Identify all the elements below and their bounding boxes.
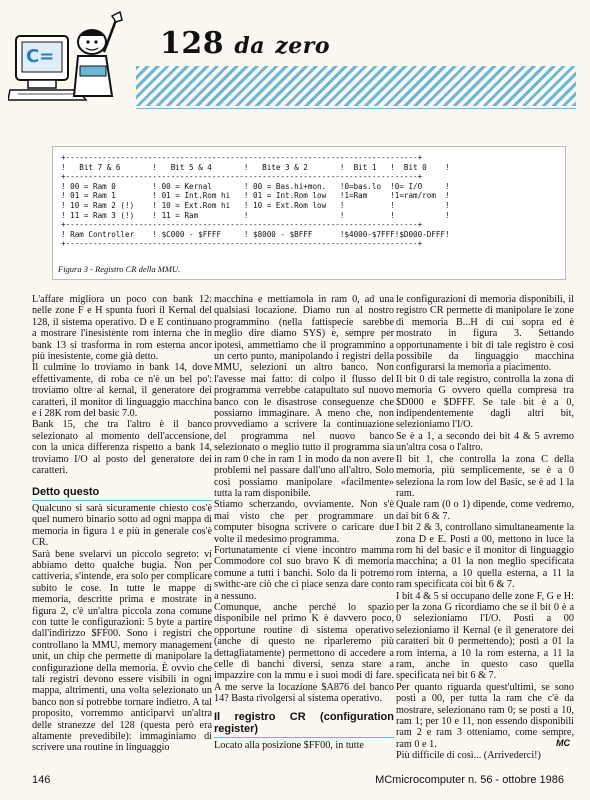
paragraph: macchina e mettiamola in ram 0, ad una qualsiasi locazione. Diamo run al nostro programmino (nella fattispecie sarebbe meglio dire diamo SYS) e, sempre per ipotesi, ammettiamo che il programmino a un certo punto, manipolando i registri della MMU, selezioni un altro banco. Non l'avesse mai fatto: di colpo il flusso del programma verrebbe catapultato sul nuovo banco con le disastrose conseguenze che possiamo immaginare. A meno che, non provvediamo a scrivere la continuazione del programma nel nuovo banco selezionato o meglio tutto il programma sia in ram 0 che in ram 1 in modo da non avere problemi nel passare dall'uno all'altro. Solo così possiamo manipolare «facilmente» tutta la ram disponibile. [214, 294, 394, 499]
text-column-3 [396, 294, 574, 762]
paragraph: I bit 4 & 5 si occupano delle zone F, G e H: per la zona G ricordiamo che se il bit 0 è a 0 selezioniamo l'I/O. Posti a 00 selezioniamo il Kernal (e il generatore dei caratteri bit 0 permettendo); posti a 01 la rom interna, a 10 la rom esterna, a 11 la ram, anche in questo caso quella specificata nei bit 6 & 7. [396, 590, 574, 682]
paragraph: Per quanto riguarda quest'ultimi, se sono posti a 00, per tutta la ram che c'è da mostrare, selezionano ram 0; se posti a 10, ram 1; per 10 e 11, non essendo disponibili ram 2 e ram 3 otteniamo, come sempre, ram 0 e 1. [396, 681, 574, 750]
paragraph: le configurazioni di memoria disponibili, il registro CR permette di manipolare le zone di memoria B...H di cui sopra ed è mostrato in figura 3. Settando opportunamente i bit di tale registro è così possibile da linguaggio macchina configurarsi la memoria a piacimento. [396, 294, 574, 374]
magazine-footer: MCmicrocomputer n. 56 - ottobre 1986 [375, 774, 564, 786]
paragraph: Locato alla posizione $FF00, in tutte [214, 739, 364, 751]
page-title [160, 26, 330, 61]
title-da: da [234, 33, 266, 59]
paragraph: Il bit 0 di tale registro, controlla la zona di memoria G ovvero quella compresa tra $D000 e $DFFF. Se tale bit è a 0, indipendentemente dagli altri bit, selezioniamo l'I/O. [396, 373, 574, 431]
paragraph: Comunque, anche perché lo spazio disponibile nel primo K è davvero poco, opportune routine di sistema operativo (anche di questo ne riparleremo più dettagliatamente) permettono di accedere a celle di banchi diversi, senza stare a impazzire con la mmu e i suoi modi di fare. A me serve la locazione $A876 del banco 14? Basta rivolgersi al sistema operativo. [214, 601, 394, 705]
paragraph: Sarà bene svelarvi un piccolo segreto: vi abbiamo detto qualche bugia. Non per cattiveria, s'intende, era solo per complicare subito le cose. In tutte le mappe di memoria, descritte prima e mostrate in figura 2, c'è un'altra piccola zona comune con tutte le configurazioni: 5 byte a partire dall'indirizzo $FF00. Sono i registri che controllano la MMU, memory management unit, un chip che permette di manipolare la configurazione della memoria. È ovvio che tali registri devono essere visibili in ogni mappa, altrimenti, una volta selezionato un banco non si potrebbe tornare indietro. A tal proposito, vorremmo anticiparvi un'altra delle stranezze del 128 (questa però era altamente prevedibile): immaginiamo di scrivere una routine in linguaggio [32, 548, 212, 754]
author-signature: MC [556, 738, 570, 748]
paragraph: Il bit 1, che controlla la zona C della memoria, più semplicemente, se è a 0 seleziona la rom low del Basic, se è ad 1 la ram. [396, 453, 574, 499]
paragraph: Se è a 1, a secondo dei bit 4 & 5 avremo un'altra cosa o l'altro. [396, 430, 574, 454]
paragraph: Qualcuno si sarà sicuramente chiesto cos'è quel numero binario sotto ad ogni mappa di memoria in figura 1 e più in generale cos'è CR. [32, 502, 212, 549]
title-zero: zero [275, 33, 331, 59]
paragraph: L'affare migliora un poco con bank 12: nelle zone F e H spunta fuori il Kernal del 128, il sistema operativo. D e E continuano a mostrare l'inesistente rom interna che in bank 13 si trasforma in rom esterna ancor più inesistente, come già detto. [32, 294, 212, 363]
hatched-banner [136, 66, 576, 106]
figure-3-box [52, 146, 566, 280]
section-heading-detto-questo: Detto questo [32, 487, 212, 501]
paragraph: Stiamo scherzando, ovviamente. Non s'è mai visto che per programmare un computer bisogna scrivere o caricare due volte il medesimo programma. [214, 499, 394, 545]
commodore-logo: C= [26, 46, 55, 67]
page-number: 146 [32, 774, 51, 786]
text-column-1 [32, 294, 212, 754]
section-heading-registro-cr: Il registro CR (configuration register) [214, 711, 394, 738]
register-table: +-----------------------------------------------------------------------------+ ! Bit 7 & 6 ! Bit 5 & 4 ! Bite 3 & 2 ! Bit 1 ! Bit 0 ! +-----------------------------------------------------------------------------+ ! 00 = Ram 0 ! 00 = Kernal ! 00 = Bas.hi+mon. !0=bas.lo !0= I/O ! ! 01 = Ram 1 ! 01 = Int.Rom hi ! 01 = Int.Rom low !1=Ram !1=ram/rom ! ! 10 = Ram 2 (!) ! 10 = Ext.Rom hi ! 10 = Ext.Rom low ! ! ! ! 11 = Ram 3 (!) ! 11 = Ram ! ! ! ! +-----------------------------------------------------------------------------+ ! Ram Controller ! $C000 - $FFFF ! $8000 - $BFFF !$4000-$7FFF!$D000-DFFF! +-----------------------------------------------------------------------------+ [61, 153, 450, 249]
paragraph: I bit 2 & 3, controllano simultaneamente la zona D e E. Posti a 00, mettono in luce la rom hi del basic e il monitor di linguaggio macchina; a 01 la non meglio specificata rom interna, a 10 quella esterna, a 11 la ram specificata coi bit 6 & 7. [396, 522, 574, 591]
text-column-2 [214, 294, 394, 751]
paragraph: Bank 15, che tra l'altro è il banco selezionato al momento dell'accensione, con la unica differenza rispetto a bank 14, troviamo I/O al posto del generatore dei caratteri. [32, 419, 212, 477]
figure-caption: Figura 3 - Registro CR della MMU. [58, 264, 181, 274]
title-number: 128 [160, 26, 225, 61]
banner-underline [136, 108, 576, 109]
paragraph: Più difficile di così... (Arrivederci!) [396, 750, 541, 762]
paragraph: Il culmine lo troviamo in bank 14, dove effettivamente, di roba ce n'è un bel po': troviamo oltre al kernal, il generatore dei caratteri, il monitor di linguaggio macchina e i 28K rom del basic 7.0. [32, 362, 212, 420]
paragraph: Fortunatamente ci viene incontro mamma Commodore col suo bravo K di memoria comune a tutti i banchi. Solo da li potremo swithc-are ciò che ci piace senza dare conto a nessuno. [214, 544, 394, 602]
paragraph: Quale ram (0 o 1) dipende, come vedremo, dai bit 6 & 7. [396, 499, 574, 522]
